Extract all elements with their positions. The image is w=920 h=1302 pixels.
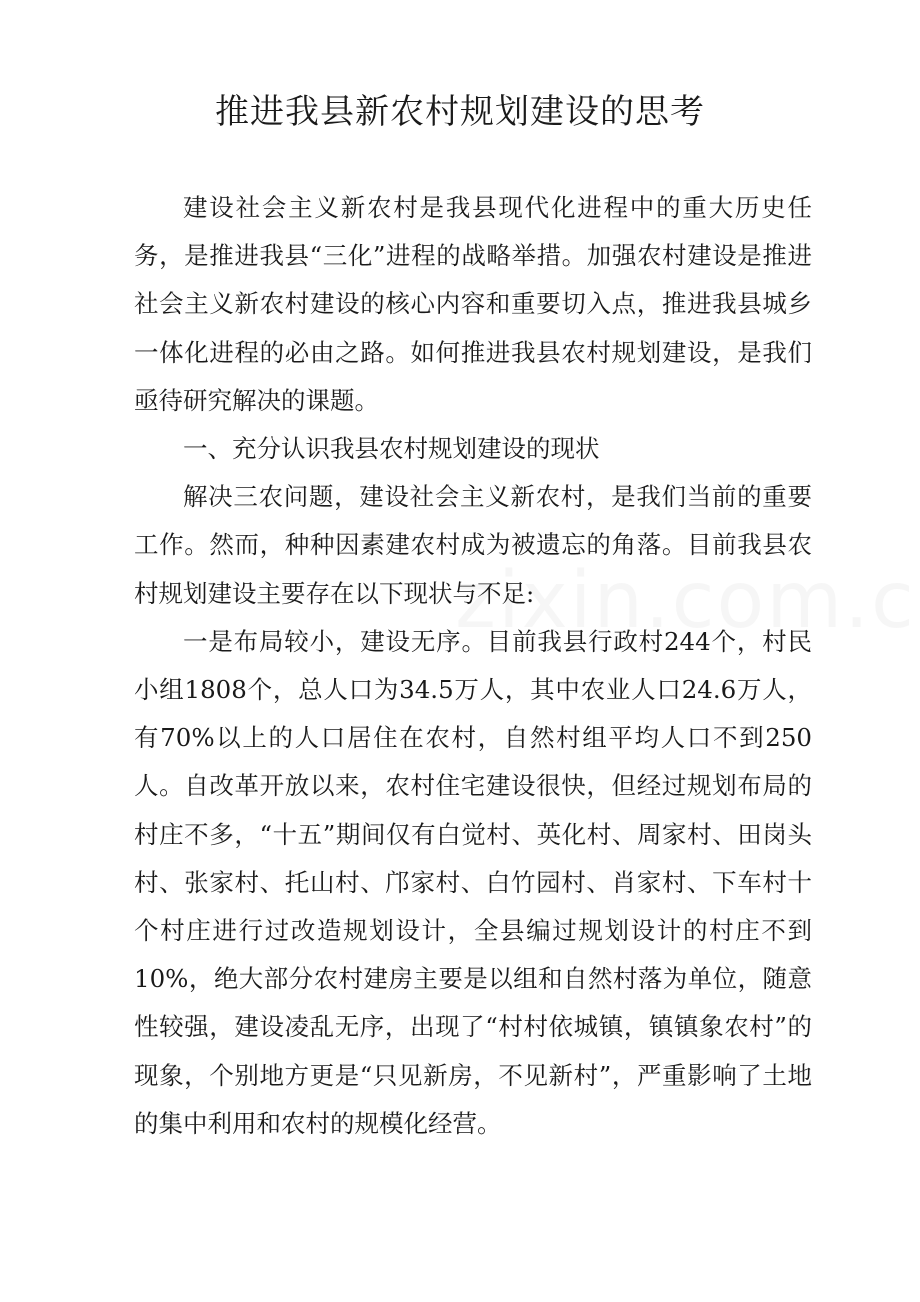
paragraph-intro: 建设社会主义新农村是我县现代化进程中的重大历史任务，是推进我县“三化”进程的战略举措。加强农村建设是推进社会主义新农村建设的核心内容和重要切入点，推进我县城乡一体化进程的必由之路。如何推进我县农村规划建设，是我们亟待研究解决的课题。: [134, 193, 812, 415]
document-title: 推进我县新农村规划建设的思考: [215, 92, 705, 132]
paragraph-point-1: 一是布局较小，建设无序。目前我县行政村244个，村民小组1808个，总人口为34.5万人，其中农业人口24.6万人，有70%以上的人口居住在农村，自然村组平均人口不到250人。自改革开放以来，农村住宅建设很快，但经过规划布局的村庄不多，“十五”期间仅有白觉村、英化村、周家村、田岗头村、张家村、托山村、邝家村、白竹园村、肖家村、下车村十个村庄进行过改造规划设计，全县编过规划设计的村庄不到10%，绝大部分农村建房主要是以组和自然村落为单位，随意性较强，建设凌乱无序，出现了“村村依城镇，镇镇象农村”的现象，个别地方更是“只见新房，不见新村”，严重影响了土地的集中利用和农村的规模化经营。: [134, 626, 812, 1138]
paragraph-section1-intro: 解决三农问题，建设社会主义新农村，是我们当前的重要工作。然而，种种因素建农村成为被遗忘的角落。目前我县农村规划建设主要存在以下现状与不足:: [134, 482, 812, 608]
section-heading-1: 一、充分认识我县农村规划建设的现状: [183, 434, 600, 464]
document-body: [134, 184, 812, 1148]
